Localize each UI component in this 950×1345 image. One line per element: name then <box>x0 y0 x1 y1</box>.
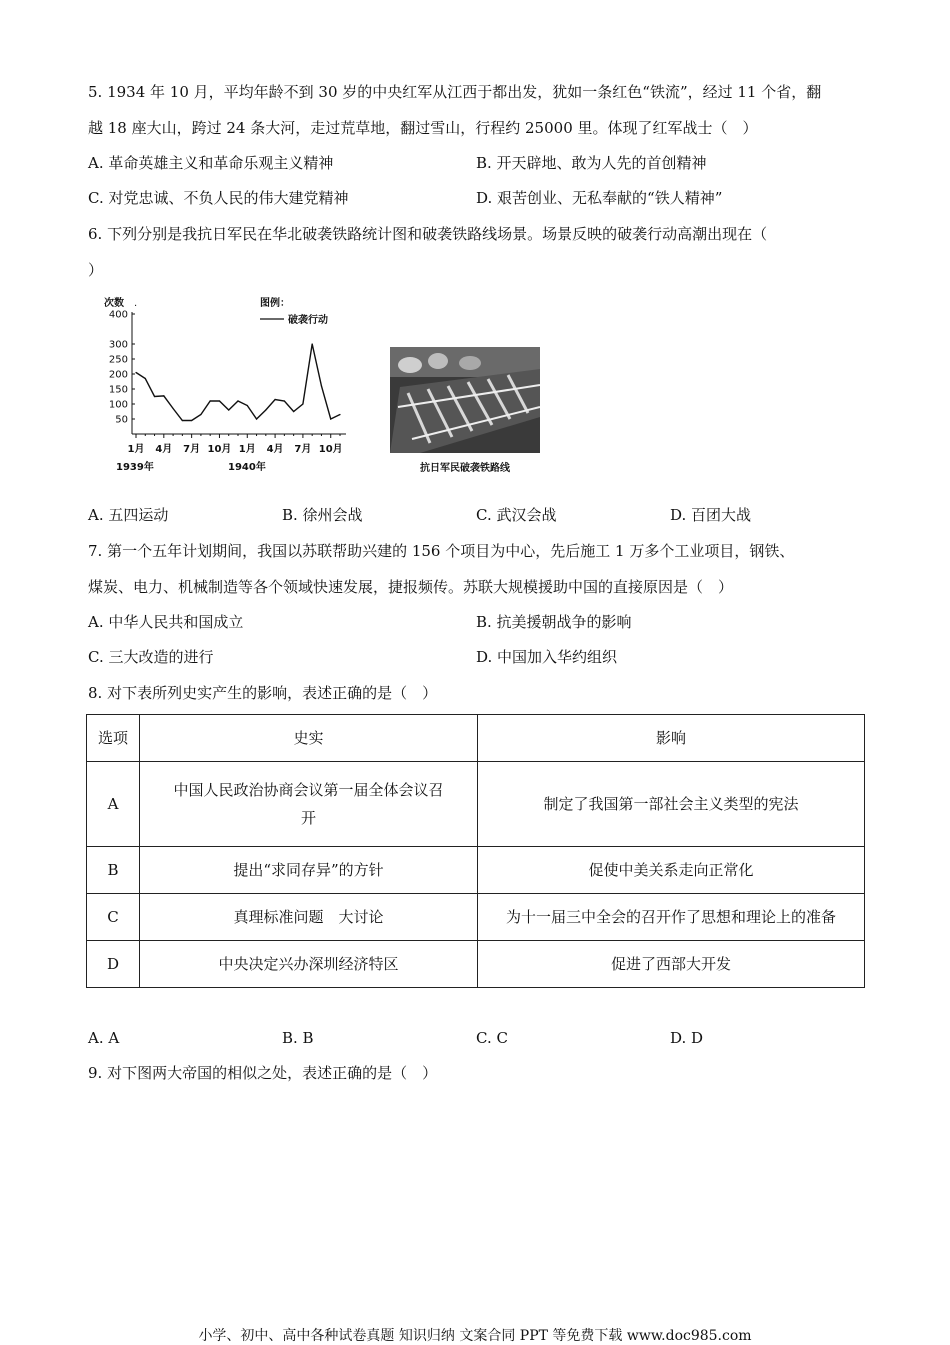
q7-option-a: A. 中华人民共和国成立 <box>88 613 244 631</box>
row-fact-line2: 开 <box>300 809 316 827</box>
row-option: D <box>87 941 140 988</box>
chart-data-point <box>163 395 164 396</box>
chart-data-point <box>191 420 192 421</box>
chart-x-ticks <box>128 434 343 455</box>
table-header-row <box>87 715 865 762</box>
q6-option-b: B. 徐州会战 <box>282 506 363 524</box>
chart-x-tick-label: 10月 <box>207 444 232 455</box>
q8-stem: 8. 对下表所列史实产生的影响，表述正确的是（ ） <box>88 684 438 702</box>
q8-option-c: C. C <box>476 1029 508 1047</box>
railway-sabotage-chart <box>88 294 358 476</box>
chart-data-point <box>274 399 275 400</box>
header-impact: 影响 <box>478 715 865 762</box>
row-impact: 促使中美关系走向正常化 <box>478 847 865 894</box>
photo-illustration <box>390 347 540 453</box>
chart-year-1940: 1940年 <box>228 462 266 473</box>
q8-option-d: D. D <box>670 1029 704 1047</box>
chart-data-point <box>265 409 266 410</box>
table-row <box>87 847 865 894</box>
chart-series-line <box>136 344 340 421</box>
row-impact: 为十一届三中全会的召开作了思想和理论上的准备 <box>478 894 865 941</box>
q6-stem-line2: ） <box>88 261 104 279</box>
row-fact: 提出“求同存异”的方针 <box>140 847 478 894</box>
chart-y-tick-label: 50 <box>115 414 128 426</box>
row-impact: 制定了我国第一部社会主义类型的宪法 <box>478 762 865 847</box>
chart-x-tick-label: 1月 <box>127 444 145 455</box>
q7-option-b: B. 抗美援朝战争的影响 <box>476 613 632 631</box>
history-table <box>86 714 865 988</box>
row-option: B <box>87 847 140 894</box>
header-fact: 史实 <box>140 715 478 762</box>
chart-data-point <box>135 372 136 373</box>
table-row <box>87 894 865 941</box>
q5-option-c: C. 对党忠诚、不负人民的伟大建党精神 <box>88 189 349 207</box>
chart-ylabel-dot: . <box>134 298 138 309</box>
q5-stem-line2: 越 18 座大山，跨过 24 条大河，走过荒草地，翻过雪山，行程约 25000 里。体现了红军战士（ ） <box>88 119 758 137</box>
q7-option-c: C. 三大改造的进行 <box>88 648 214 666</box>
chart-data-point <box>284 400 285 401</box>
row-option: A <box>87 762 140 847</box>
chart-data-point <box>293 411 294 412</box>
chart-x-tick-label: 7月 <box>294 444 312 455</box>
chart-x-tick-label: 4月 <box>266 444 284 455</box>
chart-y-tick-label: 250 <box>108 354 128 366</box>
row-fact <box>140 762 478 847</box>
row-fact-line1: 中国人民政治协商会议第一届全体会议召 <box>173 781 444 799</box>
row-fact: 真理标准问题 大讨论 <box>140 894 478 941</box>
chart-x-tick-label: 7月 <box>183 444 201 455</box>
chart-data-point <box>339 414 340 415</box>
row-impact: 促进了西部大开发 <box>478 941 865 988</box>
q9-stem: 9. 对下图两大帝国的相似之处，表述正确的是（ ） <box>88 1064 438 1082</box>
table-row <box>87 941 865 988</box>
chart-x-tick-label: 1月 <box>238 444 256 455</box>
q5-stem-line1: 5. 1934 年 10 月，平均年龄不到 30 岁的中央红军从江西于都出发，犹如一条红色“铁流”，经过 11 个省，翻 <box>88 83 822 101</box>
q7-stem-line1: 7. 第一个五年计划期间，我国以苏联帮助兴建的 156 个项目为中心，先后施工 1 万多个工业项目，钢铁、 <box>88 542 795 560</box>
chart-data-point <box>256 418 257 419</box>
chart-data-point <box>302 403 303 404</box>
chart-ylabel: 次数 <box>104 298 124 309</box>
chart-data-point <box>210 400 211 401</box>
chart-data-point <box>200 414 201 415</box>
q5-option-d: D. 艰苦创业、无私奉献的“铁人精神” <box>476 189 723 207</box>
q7-option-d: D. 中国加入华约组织 <box>476 648 618 666</box>
chart-y-tick-label: 400 <box>108 309 128 321</box>
table-row <box>87 762 865 847</box>
chart-data-point <box>312 343 313 344</box>
chart-legend-title: 图例： <box>260 298 290 309</box>
q6-stem-line1: 6. 下列分别是我抗日军民在华北破袭铁路统计图和破袭铁路线场景。场景反映的破袭行动高潮出现在（ <box>88 225 768 243</box>
q5-option-b: B. 开天辟地、敢为人先的首创精神 <box>476 154 707 172</box>
chart-data-point <box>172 408 173 409</box>
q8-option-b: B. B <box>282 1029 314 1047</box>
page-footer: 小学、初中、高中各种试卷真题 知识归纳 文案合同 PPT 等免费下载 www.doc985.com <box>198 1328 752 1344</box>
q5-option-a: A. 革命英雄主义和革命乐观主义精神 <box>88 154 334 172</box>
chart-data-point <box>247 405 248 406</box>
q8-option-a: A. A <box>88 1029 120 1047</box>
chart-x-tick-label: 4月 <box>155 444 173 455</box>
chart-y-tick-label: 100 <box>108 399 128 411</box>
chart-data-point <box>237 400 238 401</box>
chart-y-ticks <box>109 310 135 426</box>
chart-data-point <box>154 396 155 397</box>
q6-option-c: C. 武汉会战 <box>476 506 557 524</box>
photo-caption: 抗日军民破袭铁路线 <box>420 463 510 474</box>
header-option: 选项 <box>87 715 140 762</box>
chart-legend-label: 破袭行动 <box>288 315 328 326</box>
chart-year-1939: 1939年 <box>116 462 154 473</box>
chart-data-point <box>182 420 183 421</box>
chart-data-point <box>145 378 146 379</box>
chart-y-tick-label: 200 <box>108 369 128 381</box>
row-fact: 中央决定兴办深圳经济特区 <box>140 941 478 988</box>
q6-option-d: D. 百团大战 <box>670 506 752 524</box>
chart-y-tick-label: 150 <box>108 384 128 396</box>
chart-data-point <box>330 418 331 419</box>
railway-sabotage-photo <box>390 347 540 453</box>
chart-y-tick-label: 300 <box>108 339 128 351</box>
chart-data-point <box>219 400 220 401</box>
chart-data-point <box>228 409 229 410</box>
row-option: C <box>87 894 140 941</box>
q7-stem-line2: 煤炭、电力、机械制造等各个领域快速发展，捷报频传。苏联大规模援助中国的直接原因是（ ） <box>88 578 734 596</box>
chart-data-point <box>321 385 322 386</box>
chart-x-tick-label: 10月 <box>318 444 343 455</box>
q6-option-a: A. 五四运动 <box>88 506 169 524</box>
